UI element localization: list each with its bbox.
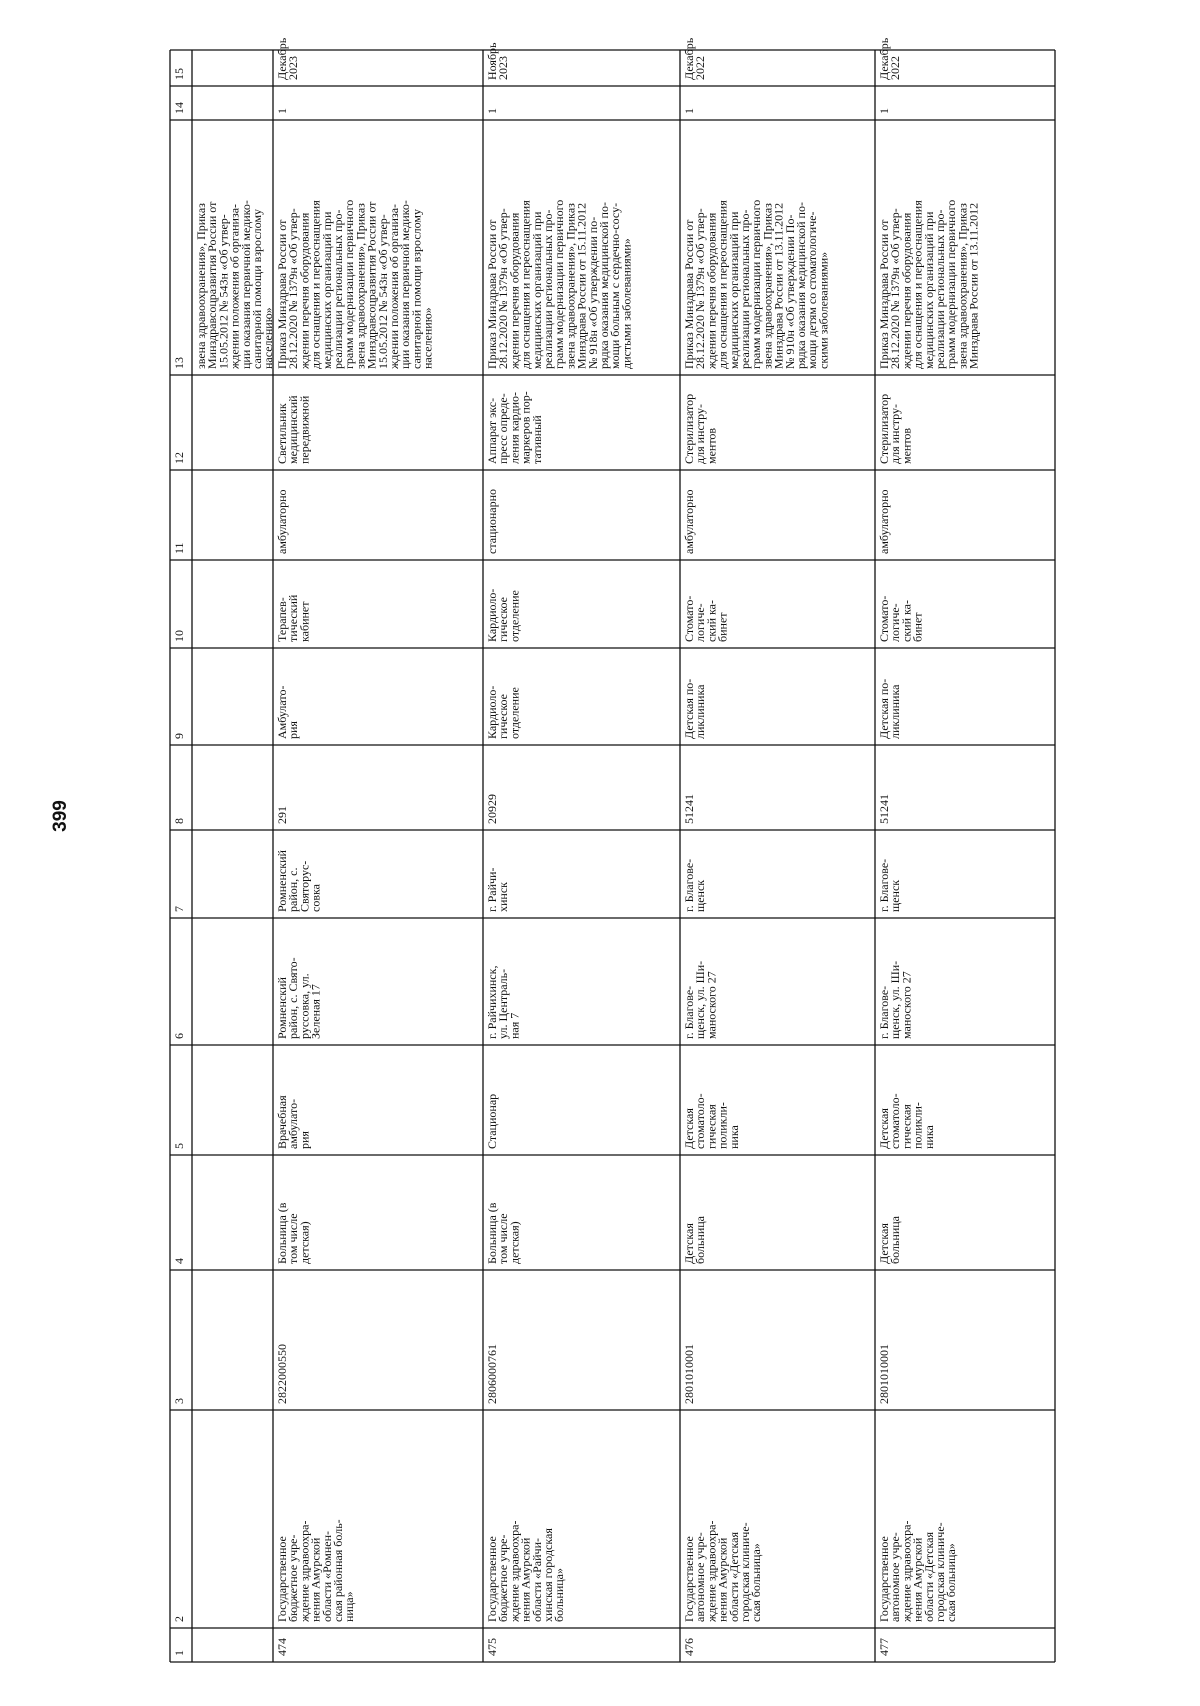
- table-cell-row-2-col-12-line: для инстру-: [693, 403, 708, 464]
- table-cell-row-0-col-9-line: рия: [286, 721, 301, 739]
- table-cell-row-2-col-9-line: Детская по-: [682, 678, 696, 739]
- table-cell-row-3-col-6-line: маноского 27: [899, 971, 914, 1039]
- table-cell-row-2-col-13-line: ждении перечня оборудования: [704, 212, 719, 369]
- column-number-header: 15: [172, 68, 186, 80]
- table-cell-row-0-col-13-line: санитарной помощи взрослому: [409, 208, 424, 369]
- table-cell-row-0-col-14-line: 1: [275, 108, 289, 114]
- table-cell-row-1-col-2-line: хинская городская: [541, 1528, 555, 1622]
- table-cell-row-2-col-14: [682, 108, 696, 114]
- table-cell-row-3-col-15: [877, 37, 902, 80]
- table-cell-row-1-col-2-line: Государственное: [485, 1536, 499, 1622]
- table-cell-row-1-col-10-line: гическое: [496, 596, 511, 642]
- table-cell-row-0-col-7-line: Ромненский: [275, 850, 289, 912]
- table-cell-row-2-col-2-line: ждение здравоохра-: [704, 1520, 719, 1622]
- table-cell-row-1-col-6-line: ул. Централь-: [496, 968, 511, 1039]
- table-cell-row-3-col-6-line: щенск, ул. Ши-: [888, 960, 903, 1039]
- table-cell-row-2-col-13-line: 28.12.2020 № 1379н «Об утвер-: [693, 208, 708, 369]
- table-cell-row-2-col-4-line: Детская: [682, 1223, 696, 1264]
- table-cell-row-1-col-4-line: том числе: [496, 1213, 511, 1264]
- table-cell-row-2-col-2-line: автономное учре-: [693, 1532, 708, 1622]
- column-number-header: 1: [172, 1650, 186, 1656]
- page-number: 399: [49, 800, 71, 832]
- table-cell-row-3-col-10-line: логиче-: [888, 603, 903, 642]
- column-number-header: 3: [172, 1398, 186, 1404]
- table-cell-row-0-col-11: [275, 489, 289, 554]
- table-cell-row-1-col-2-line: ждение здравоохра-: [507, 1520, 522, 1622]
- column-number-header: 9: [172, 733, 186, 739]
- continuation-cell-col13-line: Минздравсоцразвития России от: [205, 201, 220, 369]
- table-cell-row-0-col-8: [275, 806, 289, 824]
- table-cell-row-0-col-13-line: ждении перечня оборудования: [297, 212, 312, 369]
- table-cell-row-3-col-15-line: Декабрь: [877, 37, 891, 80]
- table-cell-row-0-col-4: [275, 1202, 311, 1264]
- table-cell-row-3-col-12: [877, 394, 913, 464]
- table-cell-row-1-col-15-line: 2023: [496, 56, 511, 80]
- table-cell-row-0-col-15-line: 2023: [286, 56, 301, 80]
- table-cell-row-2-col-8-line: 51241: [682, 794, 696, 824]
- table-cell-row-0-col-7: [275, 850, 323, 912]
- table-cell-row-1-col-13-line: дистыми заболеваниями»: [619, 238, 634, 369]
- table-cell-row-2-col-10-line: логиче-: [693, 603, 708, 642]
- table-cell-row-3-col-13: [877, 200, 981, 370]
- table-cell-row-3-col-6-line: г. Благове-: [877, 985, 891, 1039]
- table-cell-row-3-col-2-line: автономное учре-: [888, 1532, 903, 1622]
- table-cell-row-3-col-2-line: городская клиниче-: [933, 1522, 947, 1622]
- continuation-cell-col13-line: населению»: [261, 307, 276, 369]
- table-cell-row-0-col-13-line: населению»: [420, 307, 435, 369]
- table-cell-row-1-col-7: [485, 868, 510, 912]
- table-cell-row-1-col-13-line: реализации региональных про-: [541, 209, 555, 369]
- table-cell-row-2-col-8: [682, 794, 696, 824]
- table-cell-row-3-col-11: [877, 489, 891, 554]
- table-cell-row-3-col-1: [877, 1638, 891, 1656]
- table-cell-row-1-col-13-line: 28.12.2020 № 1379н «Об утвер-: [496, 208, 511, 369]
- table-cell-row-2-col-5-line: гическая: [704, 1104, 719, 1149]
- table-cell-row-1-col-2-line: больница»: [552, 1568, 567, 1622]
- table-cell-row-1-col-2-line: нения Амурской: [518, 1537, 533, 1622]
- table-cell-row-3-col-13-line: 28.12.2020 № 1379н «Об утвер-: [888, 208, 903, 369]
- table-cell-row-1-col-15: [485, 42, 510, 80]
- continuation-cell-col13-line: 15.05.2012 № 543н «Об утвер-: [216, 214, 231, 369]
- table-cell-row-0-col-13-line: медицинских организаций при: [319, 211, 334, 369]
- column-number-header: 14: [172, 102, 186, 114]
- column-number-header: 6: [172, 1033, 186, 1039]
- table-cell-row-3-col-2-line: нения Амурской: [910, 1537, 925, 1622]
- table-cell-row-1-col-6-line: г. Райчихинск,: [485, 965, 499, 1039]
- table-cell-row-0-col-4-line: детская): [297, 1221, 312, 1264]
- table-cell-row-0-col-13-line: Приказ Минздрава России от: [275, 219, 289, 369]
- table-cell-row-0-col-15: [275, 37, 300, 80]
- table-cell-row-2-col-2-line: ская больница»: [749, 1543, 764, 1622]
- table-cell-row-3-col-5: [877, 1093, 936, 1149]
- table-cell-row-3-col-14-line: 1: [877, 108, 891, 114]
- table-cell-row-3-col-11-line: амбулаторно: [877, 489, 891, 554]
- table-cell-row-2-col-10-line: Стомато-: [682, 595, 696, 642]
- table-cell-row-2-col-9: [682, 679, 707, 739]
- table-cell-row-1-col-2-line: бюджетное учре-: [496, 1534, 511, 1622]
- column-number-header: 8: [172, 818, 186, 824]
- table-cell-row-2-col-4: [682, 1215, 707, 1264]
- table-cell-row-3-col-7: [877, 859, 902, 912]
- table-cell-row-1-col-12-line: пресс опреде-: [496, 393, 511, 464]
- table-cell-row-2-col-13-line: Приказ Минздрава России от: [682, 219, 696, 369]
- continuation-cell-col13-line: санитарной помощи взрослому: [250, 208, 264, 369]
- table-cell-row-2-col-13-line: медицинских организаций при: [726, 211, 741, 369]
- table-cell-row-3-col-13-line: Приказ Минздрава России от: [877, 219, 891, 369]
- table-cell-row-2-col-14-line: 1: [682, 108, 696, 114]
- table-cell-row-1-col-9-line: отделение: [507, 687, 522, 739]
- table-cell-row-0-col-9: [275, 686, 300, 739]
- table-cell-row-0-col-13-line: для оснащения и переоснащения: [308, 200, 323, 369]
- table-cell-row-0-col-13-line: грамм модернизации первичного: [342, 199, 357, 369]
- table-cell-row-2-col-13-line: № 910н «Об утверждении По-: [782, 214, 797, 369]
- table-cell-row-2-col-6: [682, 961, 718, 1039]
- table-cell-row-1-col-13-line: звена здравоохранения», Приказ: [563, 203, 578, 369]
- table-cell-row-3-col-13-line: для оснащения и переоснащения: [910, 200, 925, 369]
- table-cell-row-2-col-13-line: звена здравоохранения», Приказ: [760, 203, 775, 369]
- table-cell-row-2-col-5-line: стоматоло-: [693, 1093, 708, 1149]
- table-cell-row-0-col-12-line: передвижной: [297, 395, 312, 464]
- table-cell-row-2-col-1: [682, 1638, 696, 1656]
- table-cell-row-2-col-12: [682, 394, 718, 464]
- table-cell-row-1-col-5-line: Стационар: [485, 1093, 499, 1149]
- table-cell-row-3-col-9-line: ликлиника: [888, 684, 903, 739]
- table-cell-row-0-col-6: [275, 957, 323, 1039]
- table-cell-row-2-col-15-line: 2022: [693, 56, 708, 80]
- table-cell-row-3-col-8-line: 51241: [877, 794, 891, 824]
- table-cell-row-3-col-6: [877, 961, 913, 1039]
- column-number-header: 5: [172, 1143, 186, 1149]
- table-cell-row-0-col-5: [275, 1095, 311, 1149]
- table-cell-row-2-col-11-line: амбулаторно: [682, 489, 696, 554]
- table-cell-row-0-col-2-line: ница»: [342, 1591, 357, 1622]
- table-cell-row-1-col-2: [485, 1521, 566, 1623]
- table-cell-row-0-col-7-line: совка: [308, 884, 323, 912]
- table-cell-row-3-col-9: [877, 679, 902, 739]
- table-cell-row-3-col-2-line: ждение здравоохра-: [899, 1520, 914, 1622]
- table-cell-row-3-col-15-line: 2022: [888, 56, 903, 80]
- table-cell-row-0-col-13-line: ции оказания первичной медико-: [398, 200, 413, 369]
- column-number-header: 7: [172, 906, 186, 912]
- table-cell-row-0-col-13-line: ждении положения об организа-: [387, 203, 401, 369]
- table-cell-row-0-col-6-line: Зеленая 17: [308, 984, 323, 1039]
- table-cell-row-3-col-7-line: щенск: [888, 879, 903, 912]
- table-cell-row-3-col-13-line: ждении перечня оборудования: [899, 212, 914, 369]
- table-cell-row-0-col-12-line: Светильник: [275, 403, 289, 464]
- table-cell-row-3-col-3: [877, 1344, 891, 1404]
- continuation-cell-col13: [194, 200, 275, 370]
- table-cell-row-0-col-13-line: 28.12.2020 № 1379н «Об утвер-: [286, 208, 301, 369]
- table-cell-row-0-col-2-line: бюджетное учре-: [286, 1534, 301, 1622]
- table-cell-row-0-col-13-line: Минздравсоцразвития России от: [364, 201, 379, 369]
- table-cell-row-1-col-10-line: отделение: [507, 590, 522, 642]
- table-cell-row-0-col-2-line: ская районная боль-: [331, 1519, 345, 1622]
- table-cell-row-0-col-14: [275, 108, 289, 114]
- table-cell-row-1-col-1: [485, 1638, 499, 1656]
- table-cell-row-0-col-2-line: ждение здравоохра-: [297, 1520, 312, 1622]
- table-cell-row-0-col-4-line: том числе: [286, 1213, 301, 1264]
- table-cell-row-2-col-13-line: рядка оказания медицинской по-: [794, 202, 808, 369]
- table-cell-row-1-col-3: [485, 1344, 499, 1404]
- table-cell-row-3-col-10: [877, 596, 925, 642]
- table-cell-row-0-col-1: [275, 1638, 289, 1656]
- table-cell-row-2-col-7-line: щенск: [693, 879, 708, 912]
- table-cell-row-3-col-5-line: поликли-: [910, 1102, 925, 1149]
- table-cell-row-1-col-12-line: Аппарат экс-: [485, 397, 499, 464]
- table-cell-row-1-col-8: [485, 794, 499, 824]
- table-cell-row-2-col-13-line: Минздрава России от 13.11.2012: [771, 202, 786, 369]
- table-cell-row-3-col-13-line: Минздрава России от 13.11.2012: [966, 202, 981, 369]
- column-number-header: 10: [172, 630, 186, 642]
- table-cell-row-2-col-10-line: ский ка-: [704, 600, 719, 642]
- table-cell-row-0-col-1-line: 474: [275, 1638, 289, 1656]
- table-cell-row-1-col-4-line: Больница (в: [485, 1202, 499, 1264]
- table-cell-row-3-col-8: [877, 794, 891, 824]
- table-cell-row-3-col-14: [877, 108, 891, 114]
- table-cell-row-1-col-12-line: ления кардио-: [507, 391, 522, 464]
- table-cell-row-0-col-11-line: амбулаторно: [275, 489, 289, 554]
- column-number-header: 12: [172, 452, 186, 464]
- table-cell-row-1-col-4-line: детская): [507, 1221, 522, 1264]
- table-cell-row-0-col-4-line: Больница (в: [275, 1202, 289, 1264]
- table-cell-row-3-col-4-line: больница: [888, 1216, 903, 1264]
- table-cell-row-3-col-12-line: ментов: [899, 427, 914, 464]
- table-cell-row-1-col-6: [485, 966, 521, 1039]
- table-cell-row-2-col-10-line: бинет: [715, 612, 730, 642]
- table-cell-row-1-col-10-line: Кардиоло-: [485, 588, 499, 642]
- table-cell-row-2-col-6-line: маноского 27: [704, 971, 719, 1039]
- table-cell-row-1-col-3-line: 2806000761: [485, 1344, 499, 1404]
- table-cell-row-3-col-5-line: Детская: [877, 1108, 891, 1149]
- column-number-header: 11: [172, 542, 186, 554]
- table-cell-row-1-col-13-line: рядка оказания медицинской по-: [597, 202, 611, 369]
- table-cell-row-2-col-5: [682, 1093, 741, 1149]
- table-cell-row-3-col-10-line: ский ка-: [899, 600, 914, 642]
- table-cell-row-3-col-2-line: области «Детская: [921, 1532, 936, 1622]
- table-cell-row-0-col-5-line: рия: [297, 1131, 312, 1149]
- table-cell-row-2-col-15-line: Декабрь: [682, 37, 696, 80]
- table-cell-row-1-col-9-line: гическое: [496, 693, 511, 739]
- table-cell-row-3-col-2: [877, 1521, 958, 1623]
- table-cell-row-0-col-2: [275, 1519, 356, 1623]
- table-cell-row-0-col-6-line: район, с. Свято-: [286, 957, 301, 1039]
- table-cell-row-1-col-14-line: 1: [485, 108, 499, 114]
- table-cell-row-3-col-2-line: ская больница»: [944, 1543, 959, 1622]
- table-cell-row-1-col-6-line: ная 7: [507, 1012, 522, 1039]
- table-cell-row-2-col-13: [682, 200, 830, 370]
- table-cell-row-0-col-12: [275, 395, 311, 464]
- table-cell-row-1-col-13-line: грамм модернизации первичного: [552, 199, 567, 369]
- table-cell-row-2-col-5-line: поликли-: [715, 1102, 730, 1149]
- column-number-header: 4: [172, 1258, 186, 1264]
- table-cell-row-1-col-12: [485, 391, 544, 464]
- table-cell-row-0-col-9-line: Амбулато-: [275, 685, 289, 739]
- table-cell-row-2-col-5-line: Детская: [682, 1108, 696, 1149]
- table-cell-row-1-col-15-line: Ноябрь: [485, 42, 499, 80]
- table-cell-row-1-col-9: [485, 686, 521, 739]
- table-cell-row-0-col-8-line: 291: [275, 806, 289, 824]
- table-cell-row-1-col-13-line: № 918н «Об утверждении по-: [585, 216, 600, 369]
- table-cell-row-2-col-2-line: городская клиниче-: [738, 1522, 752, 1622]
- table-cell-row-0-col-12-line: медицинский: [286, 395, 301, 464]
- table-cell-row-2-col-10: [682, 596, 730, 642]
- table-cell-row-1-col-2-line: области «Райчи-: [529, 1538, 544, 1622]
- table-cell-row-1-col-4: [485, 1202, 521, 1264]
- table-cell-row-2-col-9-line: ликлиника: [693, 684, 708, 739]
- table-cell-row-3-col-13-line: медицинских организаций при: [921, 211, 936, 369]
- table-cell-row-3-col-4: [877, 1215, 902, 1264]
- table-cell-row-2-col-7: [682, 859, 707, 912]
- table-cell-row-1-col-8-line: 20929: [485, 794, 499, 824]
- table-cell-row-2-col-1-line: 476: [682, 1638, 696, 1656]
- table-cell-row-3-col-13-line: реализации региональных про-: [933, 209, 947, 369]
- table-cell-row-2-col-2: [682, 1521, 763, 1623]
- table-cell-row-0-col-13: [275, 200, 435, 370]
- table-cell-row-0-col-5-line: Врачебная: [275, 1095, 289, 1149]
- table-cell-row-0-col-6-line: Ромненский: [275, 977, 289, 1039]
- table-cell-row-1-col-13: [485, 200, 633, 370]
- table-cell-row-0-col-10-line: Терапев-: [275, 597, 289, 642]
- table-cell-row-1-col-11: [485, 489, 499, 554]
- table-cell-row-1-col-13-line: Приказ Минздрава России от: [485, 219, 499, 369]
- table-cell-row-3-col-9-line: Детская по-: [877, 678, 891, 739]
- table-cell-row-0-col-13-line: 15.05.2012 № 543н «Об утвер-: [375, 214, 390, 369]
- table-cell-row-1-col-10: [485, 589, 521, 642]
- table-cell-row-0-col-3-line: 2822000550: [275, 1344, 289, 1404]
- table-cell-row-3-col-5-line: гическая: [899, 1104, 914, 1149]
- table-cell-row-3-col-5-line: стоматоло-: [888, 1093, 903, 1149]
- table-cell-row-1-col-1-line: 475: [485, 1638, 499, 1656]
- table-cell-row-3-col-12-line: для инстру-: [888, 403, 903, 464]
- table-cell-row-0-col-13-line: звена здравоохранения», Приказ: [353, 203, 368, 369]
- table-cell-row-3-col-4-line: Детская: [877, 1223, 891, 1264]
- table-cell-row-2-col-11: [682, 489, 696, 554]
- table-cell-row-2-col-13-line: для оснащения и переоснащения: [715, 200, 730, 369]
- table-cell-row-0-col-7-line: район, с.: [286, 867, 301, 912]
- table-cell-row-2-col-2-line: нения Амурской: [715, 1537, 730, 1622]
- table-cell-row-0-col-6-line: руссовка, ул.: [297, 973, 312, 1039]
- table-cell-row-1-col-7-line: хинск: [496, 882, 511, 912]
- table-cell-row-2-col-12-line: ментов: [704, 427, 719, 464]
- table-cell-row-0-col-15-line: Декабрь: [275, 37, 289, 80]
- table-cell-row-1-col-13-line: ждении перечня оборудования: [507, 212, 522, 369]
- table-cell-row-0-col-13-line: реализации региональных про-: [331, 209, 345, 369]
- table-cell-row-1-col-13-line: для оснащения и переоснащения: [518, 200, 533, 369]
- table-cell-row-1-col-14: [485, 108, 499, 114]
- table-cell-row-0-col-10-line: тический: [286, 594, 301, 642]
- table-cell-row-2-col-13-line: грамм модернизации первичного: [749, 199, 764, 369]
- table-cell-row-2-col-6-line: г. Благове-: [682, 985, 696, 1039]
- table-cell-row-2-col-3: [682, 1344, 696, 1404]
- column-number-header: 13: [172, 357, 186, 369]
- continuation-cell-col13-line: ждении положения об организа-: [227, 203, 242, 369]
- table-cell-row-2-col-13-line: скими заболеваниями»: [816, 251, 831, 369]
- table-cell-row-1-col-9-line: Кардиоло-: [485, 685, 499, 739]
- table-cell-row-1-col-12-line: маркеров пор-: [518, 391, 533, 464]
- table-cell-row-2-col-2-line: Государственное: [682, 1536, 696, 1622]
- table-cell-row-3-col-13-line: грамм модернизации первичного: [944, 199, 959, 369]
- table-cell-row-0-col-10-line: кабинет: [297, 601, 312, 642]
- table-cell-row-3-col-10-line: Стомато-: [877, 595, 891, 642]
- table-cell-row-0-col-2-line: Государственное: [275, 1536, 289, 1622]
- table-cell-row-2-col-12-line: Стерилизатор: [682, 393, 696, 464]
- table-cell-row-2-col-4-line: больница: [693, 1216, 708, 1264]
- table-cell-row-2-col-7-line: г. Благове-: [682, 858, 696, 912]
- table-cell-row-0-col-5-line: амбулато-: [286, 1098, 301, 1149]
- table-cell-row-2-col-6-line: щенск, ул. Ши-: [693, 960, 708, 1039]
- table-cell-row-1-col-12-line: тативный: [529, 415, 544, 464]
- table-cell-row-1-col-13-line: медицинских организаций при: [529, 211, 544, 369]
- table-cell-row-0-col-3: [275, 1344, 289, 1404]
- continuation-cell-col13-line: звена здравоохранения», Приказ: [194, 203, 208, 369]
- table-cell-row-2-col-2-line: области «Детская: [726, 1532, 741, 1622]
- table-cell-row-2-col-5-line: ника: [726, 1125, 741, 1149]
- table-cell-row-1-col-13-line: мощи больным с сердечно-сосу-: [608, 202, 623, 369]
- table-cell-row-1-col-5: [485, 1094, 499, 1149]
- table-cell-row-2-col-3-line: 2801010001: [682, 1344, 696, 1404]
- table-cell-row-0-col-2-line: области «Ромнен-: [319, 1530, 334, 1622]
- table-cell-row-0-col-7-line: Святорус-: [297, 860, 312, 912]
- table-cell-row-3-col-1-line: 477: [877, 1638, 891, 1656]
- table-cell-row-2-col-13-line: мощи детям со стоматологиче-: [805, 211, 820, 369]
- column-number-header: 2: [172, 1616, 186, 1622]
- table-cell-row-2-col-15: [682, 37, 707, 80]
- table-cell-row-3-col-13-line: звена здравоохранения», Приказ: [955, 203, 970, 369]
- table-cell-row-0-col-10: [275, 594, 311, 642]
- table-cell-row-1-col-7-line: г. Райчи-: [485, 867, 499, 912]
- table-cell-row-3-col-3-line: 2801010001: [877, 1344, 891, 1404]
- table-cell-row-3-col-5-line: ника: [921, 1125, 936, 1149]
- table-cell-row-1-col-13-line: Минздрава России от 15.11.2012: [574, 202, 589, 369]
- table-cell-row-1-col-11-line: стационарно: [485, 488, 499, 554]
- table-cell-row-3-col-10-line: бинет: [910, 612, 925, 642]
- continuation-cell-col13-line: ции оказания первичной медико-: [238, 200, 253, 369]
- table-cell-row-3-col-2-line: Государственное: [877, 1536, 891, 1622]
- table-cell-row-3-col-12-line: Стерилизатор: [877, 393, 891, 464]
- table-cell-row-3-col-7-line: г. Благове-: [877, 858, 891, 912]
- table-cell-row-0-col-2-line: нения Амурской: [308, 1537, 323, 1622]
- table-cell-row-2-col-13-line: реализации региональных про-: [738, 209, 752, 369]
